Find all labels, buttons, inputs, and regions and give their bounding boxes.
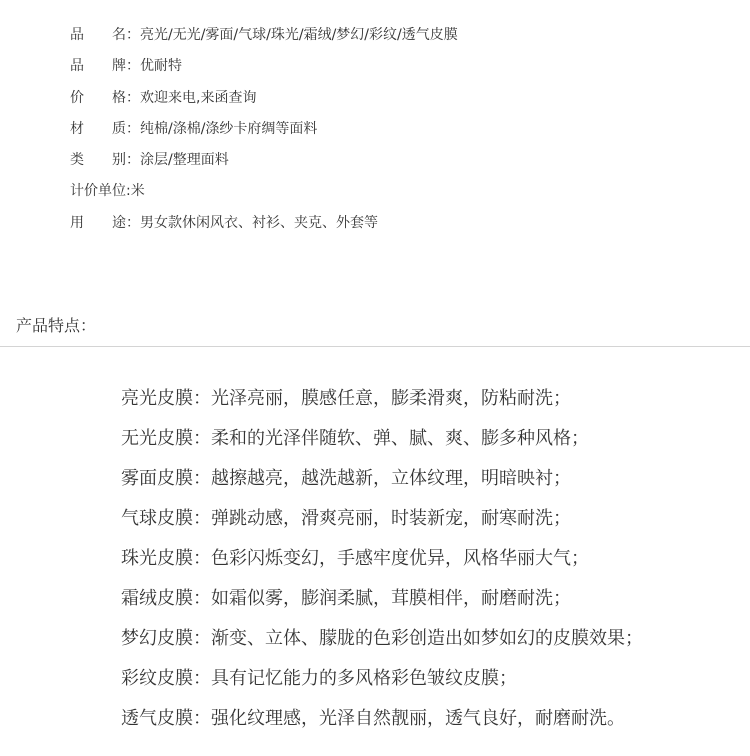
spec-label: 类 别	[70, 152, 126, 169]
spec-separator: ：	[126, 120, 140, 137]
spec-separator: :	[126, 183, 131, 200]
feature-desc: 柔和的光泽伴随软、弹、腻、爽、膨多种风格；	[211, 428, 589, 449]
spec-value: 米	[130, 183, 145, 200]
feature-desc: 具有记忆能力的多风格彩色皱纹皮膜；	[211, 668, 517, 689]
feature-separator: ：	[193, 668, 211, 689]
feature-separator: ：	[193, 508, 211, 529]
feature-item	[121, 665, 643, 705]
spec-separator: ：	[126, 89, 140, 106]
feature-name: 雾面皮膜	[121, 468, 193, 489]
feature-item	[121, 505, 643, 545]
spec-value: 涂层/整理面料	[140, 152, 229, 169]
feature-desc: 弹跳动感，滑爽亮丽，时装新宠，耐寒耐洗；	[211, 508, 571, 529]
feature-list	[121, 385, 643, 745]
feature-desc: 越擦越亮，越洗越新，立体纹理，明暗映衬；	[211, 468, 571, 489]
feature-name: 梦幻皮膜	[121, 628, 193, 649]
feature-separator: ：	[193, 468, 211, 489]
spec-list	[70, 24, 458, 243]
feature-separator: ：	[193, 588, 211, 609]
spec-row-category	[70, 149, 458, 180]
spec-row-usage	[70, 212, 458, 243]
spec-row-unit	[70, 180, 458, 211]
section-divider	[0, 346, 750, 347]
spec-row-material	[70, 118, 458, 149]
spec-row-brand	[70, 55, 458, 86]
spec-separator: ：	[126, 214, 140, 231]
feature-desc: 强化纹理感，光泽自然靓丽，透气良好，耐磨耐洗。	[211, 708, 625, 729]
feature-name: 霜绒皮膜	[121, 588, 193, 609]
feature-desc: 色彩闪烁变幻，手感牢度优异，风格华丽大气；	[211, 548, 589, 569]
spec-label: 用 途	[70, 214, 126, 231]
feature-separator: ：	[193, 628, 211, 649]
feature-name: 透气皮膜	[121, 708, 193, 729]
spec-label: 价 格	[70, 89, 126, 106]
feature-item	[121, 705, 643, 745]
feature-separator: ：	[193, 548, 211, 569]
feature-desc: 渐变、立体、朦胧的色彩创造出如梦如幻的皮膜效果；	[211, 628, 643, 649]
spec-value: 男女款休闲风衣、衬衫、夹克、外套等	[140, 214, 378, 231]
spec-value: 优耐特	[140, 58, 182, 75]
feature-name: 无光皮膜	[121, 428, 193, 449]
spec-label: 计价单位	[70, 183, 126, 200]
spec-label: 品 牌	[70, 58, 126, 75]
feature-item	[121, 385, 643, 425]
spec-label: 品 名	[70, 27, 126, 43]
feature-name: 彩纹皮膜	[121, 668, 193, 689]
spec-value: 纯棉/涤棉/涤纱卡府绸等面料	[140, 120, 318, 137]
feature-item	[121, 465, 643, 505]
spec-separator: ：	[126, 152, 140, 169]
feature-name: 气球皮膜	[121, 508, 193, 529]
spec-value: 欢迎来电,来函查询	[140, 89, 257, 106]
feature-desc: 如霜似雾，膨润柔腻，茸膜相伴，耐磨耐洗；	[211, 588, 571, 609]
feature-separator: ：	[193, 388, 211, 409]
feature-desc: 光泽亮丽，膜感任意，膨柔滑爽，防粘耐洗；	[211, 388, 571, 409]
feature-item	[121, 545, 643, 585]
features-title: 产品特点：	[16, 316, 97, 335]
feature-item	[121, 585, 643, 625]
feature-item	[121, 425, 643, 465]
feature-name: 珠光皮膜	[121, 548, 193, 569]
feature-separator: ：	[193, 428, 211, 449]
spec-separator: ：	[126, 27, 140, 43]
spec-separator: ：	[126, 58, 140, 75]
spec-row-name	[70, 24, 458, 55]
feature-item	[121, 625, 643, 665]
spec-label: 材 质	[70, 120, 126, 137]
feature-separator: ：	[193, 708, 211, 729]
spec-value: 亮光/无光/雾面/气球/珠光/霜绒/梦幻/彩纹/透气皮膜	[140, 27, 458, 43]
spec-row-price	[70, 87, 458, 118]
feature-name: 亮光皮膜	[121, 388, 193, 409]
